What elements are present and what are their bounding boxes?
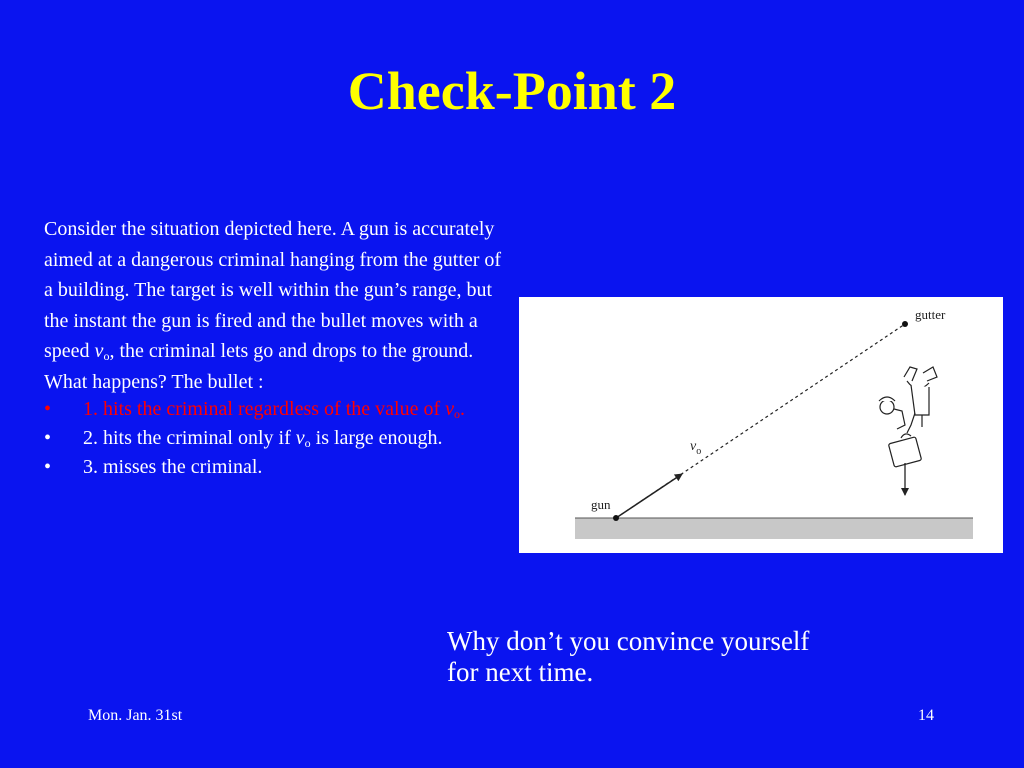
- question-block: [44, 214, 514, 484]
- option-2-text: 2. hits the criminal only if: [83, 427, 296, 449]
- option-1-subscript: o: [454, 407, 460, 421]
- falling-criminal-figure: [879, 367, 937, 467]
- question-text: [44, 214, 514, 397]
- closing-remark: Why don’t you convince yourself for next time.: [447, 626, 810, 687]
- option-3-text: 3. misses the criminal.: [83, 456, 263, 478]
- footer-page-number: 14: [918, 707, 934, 724]
- gun-point: [613, 515, 619, 521]
- velocity-subscript: o: [103, 349, 110, 363]
- option-2-text-end: is large enough.: [310, 427, 443, 449]
- answer-options: [44, 397, 514, 479]
- velocity-label-var: v: [690, 439, 697, 454]
- bullet-glyph: •: [44, 427, 52, 449]
- slide-title: Check-Point 2: [347, 61, 677, 121]
- option-1-text-end: .: [460, 398, 465, 420]
- gutter-label: gutter: [915, 307, 946, 322]
- footer-date: Mon. Jan. 31st: [88, 707, 183, 724]
- bullet-glyph: •: [44, 398, 52, 420]
- velocity-variable: v: [94, 340, 104, 362]
- projectile-figure: [519, 297, 1003, 553]
- question-text-part2: , the criminal lets go and drops to the ground. What happens? The bullet :: [44, 340, 474, 393]
- option-2-variable: v: [295, 427, 305, 449]
- question-text-part1: Consider the situation depicted here. A gun is accurately aimed at a dangerous criminal hanging from the gutter of a building. The target is well within the gun’s range, but the instant the gun is fired and the bullet moves with a speed: [44, 218, 502, 362]
- ground-strip: [575, 518, 973, 539]
- option-2-subscript: o: [304, 436, 311, 450]
- answer-option-1: [44, 397, 514, 421]
- answer-option-2: [44, 426, 514, 450]
- option-1-variable: v: [445, 398, 454, 420]
- gun-label: gun: [591, 497, 611, 512]
- bullet-glyph: •: [44, 456, 52, 478]
- velocity-arrow: [616, 474, 682, 518]
- answer-option-3: [44, 455, 514, 479]
- gutter-point: [902, 321, 908, 327]
- option-1-text: 1. hits the criminal regardless of the value of: [83, 398, 446, 420]
- velocity-label: [690, 439, 701, 457]
- projectile-diagram: [519, 297, 1003, 553]
- velocity-label-sub: o: [696, 446, 702, 457]
